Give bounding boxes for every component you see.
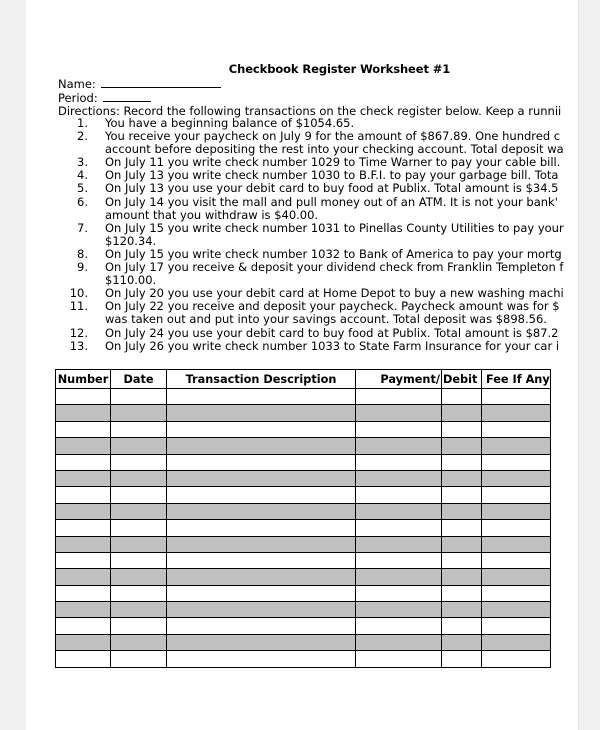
- table-cell-number[interactable]: [56, 552, 111, 568]
- table-cell-number[interactable]: [56, 405, 111, 421]
- table-cell-fee[interactable]: [482, 536, 551, 552]
- list-item: [58, 222, 579, 235]
- table-cell-fee[interactable]: [482, 585, 551, 601]
- table-cell-number[interactable]: [56, 487, 111, 503]
- table-cell-number[interactable]: [56, 389, 111, 405]
- list-item-text: You have a beginning balance of $1054.65.: [105, 116, 355, 130]
- table-cell-debit[interactable]: [442, 421, 482, 437]
- table-cell-date[interactable]: [111, 634, 167, 650]
- table-cell-number[interactable]: [56, 602, 111, 618]
- table-cell-debit[interactable]: [442, 405, 482, 421]
- table-cell-date[interactable]: [111, 602, 167, 618]
- list-item: [58, 327, 579, 340]
- table-cell-desc[interactable]: [167, 552, 356, 568]
- table-cell-fee[interactable]: [482, 569, 551, 585]
- list-item-number: 6.: [77, 194, 88, 209]
- table-cell-number[interactable]: [56, 634, 111, 650]
- list-item-number: 7.: [77, 220, 88, 235]
- list-item-number: 2.: [77, 129, 88, 144]
- table-cell-pay[interactable]: [356, 438, 442, 454]
- table-cell-desc[interactable]: [167, 651, 356, 667]
- table-cell-desc[interactable]: [167, 389, 356, 405]
- table-cell-fee[interactable]: [482, 470, 551, 486]
- table-row[interactable]: [56, 503, 551, 519]
- table-cell-date[interactable]: [111, 438, 167, 454]
- table-row[interactable]: [56, 389, 551, 405]
- list-item-continuation-text: was taken out and put into your savings account. Total deposit was $898.56.: [105, 312, 547, 327]
- period-input-rule[interactable]: [103, 90, 151, 102]
- table-cell-pay[interactable]: [356, 487, 442, 503]
- table-cell-desc[interactable]: [167, 438, 356, 454]
- table-row[interactable]: [56, 470, 551, 486]
- table-cell-number[interactable]: [56, 438, 111, 454]
- table-cell-debit[interactable]: [442, 470, 482, 486]
- list-item-number: 9.: [77, 260, 88, 275]
- register-header: [56, 370, 551, 389]
- list-item-text: You receive your paycheck on July 9 for the amount of $867.89. One hundred c: [105, 129, 561, 144]
- table-row[interactable]: [56, 634, 551, 650]
- table-cell-desc[interactable]: [167, 421, 356, 437]
- list-item-number: 13.: [69, 338, 88, 353]
- table-cell-desc[interactable]: [167, 585, 356, 601]
- table-cell-number[interactable]: [56, 454, 111, 470]
- table-cell-date[interactable]: [111, 520, 167, 536]
- table-cell-desc[interactable]: [167, 569, 356, 585]
- name-field-row: [58, 76, 221, 91]
- register-body: [56, 389, 551, 668]
- table-row[interactable]: [56, 438, 551, 454]
- table-cell-fee[interactable]: [482, 651, 551, 667]
- table-cell-desc[interactable]: [167, 487, 356, 503]
- table-cell-number[interactable]: [56, 536, 111, 552]
- period-label: Period:: [58, 91, 98, 105]
- list-item-number: 1.: [77, 116, 88, 130]
- table-cell-debit[interactable]: [442, 503, 482, 519]
- table-cell-debit[interactable]: [442, 536, 482, 552]
- table-cell-debit[interactable]: [442, 634, 482, 650]
- list-item-number: 12.: [69, 325, 88, 340]
- table-cell-number[interactable]: [56, 503, 111, 519]
- column-header-fee-if-any: Fee If Any: [482, 370, 551, 389]
- table-cell-desc[interactable]: [167, 454, 356, 470]
- table-cell-pay[interactable]: [356, 405, 442, 421]
- table-row[interactable]: [56, 651, 551, 667]
- table-row[interactable]: [56, 454, 551, 470]
- list-item-text: On July 24 you use your debit card to buy food at Publix. Total amount is $87.2: [105, 325, 559, 340]
- period-field-row: [58, 90, 151, 105]
- table-cell-desc[interactable]: [167, 405, 356, 421]
- table-cell-fee[interactable]: [482, 634, 551, 650]
- table-cell-date[interactable]: [111, 405, 167, 421]
- table-cell-desc[interactable]: [167, 618, 356, 634]
- table-cell-date[interactable]: [111, 552, 167, 568]
- table-cell-date[interactable]: [111, 389, 167, 405]
- table-cell-desc[interactable]: [167, 634, 356, 650]
- table-cell-fee[interactable]: [482, 552, 551, 568]
- column-header-payment: Payment/: [356, 370, 442, 389]
- table-cell-date[interactable]: [111, 536, 167, 552]
- list-item-continuation: [58, 235, 579, 248]
- list-item-number: 4.: [77, 168, 88, 183]
- table-cell-debit[interactable]: [442, 618, 482, 634]
- table-cell-pay[interactable]: [356, 389, 442, 405]
- table-cell-fee[interactable]: [482, 438, 551, 454]
- list-item-text: On July 22 you receive and deposit your paycheck. Paycheck amount was for $: [105, 299, 560, 314]
- name-label: Name:: [58, 77, 96, 91]
- table-cell-fee[interactable]: [482, 405, 551, 421]
- table-cell-number[interactable]: [56, 651, 111, 667]
- table-cell-debit[interactable]: [442, 569, 482, 585]
- table-cell-date[interactable]: [111, 454, 167, 470]
- table-cell-number[interactable]: [56, 421, 111, 437]
- table-cell-pay[interactable]: [356, 536, 442, 552]
- check-register-table: [55, 369, 551, 668]
- table-row[interactable]: [56, 602, 551, 618]
- table-cell-date[interactable]: [111, 569, 167, 585]
- list-item-continuation-text: $120.34.: [105, 233, 157, 248]
- list-item-continuation-text: amount that you withdraw is $40.00.: [105, 207, 319, 222]
- table-cell-debit[interactable]: [442, 602, 482, 618]
- directions-text: Directions: Record the following transactions on the check register below. Keep a runnii: [58, 104, 562, 118]
- table-cell-debit[interactable]: [442, 651, 482, 667]
- list-item-text: On July 15 you write check number 1032 to Bank of America to pay your mortg: [105, 246, 562, 261]
- list-item-text: On July 17 you receive & deposit your dividend check from Franklin Templeton f: [105, 260, 564, 275]
- list-item: [58, 182, 579, 195]
- table-cell-pay[interactable]: [356, 503, 442, 519]
- list-item-text: On July 13 you write check number 1030 to B.F.I. to pay your garbage bill. Tota: [105, 168, 559, 183]
- table-cell-number[interactable]: [56, 585, 111, 601]
- column-header-transaction-description: Transaction Description: [167, 370, 356, 389]
- table-cell-fee[interactable]: [482, 503, 551, 519]
- table-cell-pay[interactable]: [356, 634, 442, 650]
- list-item-text: On July 13 you use your debit card to buy food at Publix. Total amount is $34.5: [105, 181, 559, 196]
- table-row[interactable]: [56, 552, 551, 568]
- list-item-continuation-text: $110.00.: [105, 273, 157, 288]
- table-cell-desc[interactable]: [167, 602, 356, 618]
- table-cell-date[interactable]: [111, 470, 167, 486]
- table-cell-desc[interactable]: [167, 520, 356, 536]
- table-cell-fee[interactable]: [482, 421, 551, 437]
- register-header-row: [56, 370, 551, 389]
- list-item-text: On July 26 you write check number 1033 to State Farm Insurance for your car i: [105, 338, 560, 353]
- table-cell-fee[interactable]: [482, 454, 551, 470]
- column-header-date: Date: [111, 370, 167, 389]
- table-cell-pay[interactable]: [356, 470, 442, 486]
- table-cell-debit[interactable]: [442, 438, 482, 454]
- table-cell-desc[interactable]: [167, 470, 356, 486]
- table-row[interactable]: [56, 421, 551, 437]
- list-item-number: 11.: [69, 299, 88, 314]
- page-title: Checkbook Register Worksheet #1: [228, 62, 451, 76]
- list-item-text: On July 20 you use your debit card at Home Depot to buy a new washing machi: [105, 286, 564, 301]
- list-item-number: 8.: [77, 246, 88, 261]
- table-cell-pay[interactable]: [356, 520, 442, 536]
- table-row[interactable]: [56, 536, 551, 552]
- list-item-number: 5.: [77, 181, 88, 196]
- list-item-number: 3.: [77, 155, 88, 170]
- table-row[interactable]: [56, 585, 551, 601]
- table-cell-pay[interactable]: [356, 585, 442, 601]
- table-cell-fee[interactable]: [482, 618, 551, 634]
- list-item: [58, 196, 579, 209]
- list-item-text: On July 14 you visit the mall and pull money out of an ATM. It is not your bank': [105, 194, 558, 209]
- table-cell-desc[interactable]: [167, 503, 356, 519]
- table-cell-pay[interactable]: [356, 421, 442, 437]
- table-row[interactable]: [56, 520, 551, 536]
- table-cell-number[interactable]: [56, 569, 111, 585]
- table-cell-date[interactable]: [111, 585, 167, 601]
- table-cell-fee[interactable]: [482, 487, 551, 503]
- worksheet-page: [26, 0, 579, 730]
- list-item-text: On July 11 you write check number 1029 to Time Warner to pay your cable bill.: [105, 155, 561, 170]
- list-item-continuation: [58, 313, 579, 326]
- table-cell-date[interactable]: [111, 651, 167, 667]
- list-item-continuation: [58, 209, 579, 222]
- table-cell-fee[interactable]: [482, 389, 551, 405]
- table-cell-debit[interactable]: [442, 520, 482, 536]
- list-item-number: 10.: [69, 286, 88, 301]
- table-cell-pay[interactable]: [356, 618, 442, 634]
- table-cell-pay[interactable]: [356, 454, 442, 470]
- table-cell-number[interactable]: [56, 618, 111, 634]
- table-cell-debit[interactable]: [442, 454, 482, 470]
- table-cell-number[interactable]: [56, 470, 111, 486]
- table-cell-pay[interactable]: [356, 569, 442, 585]
- table-cell-number[interactable]: [56, 520, 111, 536]
- table-row[interactable]: [56, 405, 551, 421]
- table-cell-date[interactable]: [111, 503, 167, 519]
- table-cell-pay[interactable]: [356, 651, 442, 667]
- column-header-debit: Debit: [442, 370, 482, 389]
- list-item-text: On July 15 you write check number 1031 to Pinellas County Utilities to pay your: [105, 220, 564, 235]
- table-cell-date[interactable]: [111, 421, 167, 437]
- list-item: [58, 340, 579, 353]
- table-row[interactable]: [56, 618, 551, 634]
- table-cell-debit[interactable]: [442, 389, 482, 405]
- table-cell-debit[interactable]: [442, 487, 482, 503]
- list-item-continuation-text: account before depositing the rest into your checking account. Total deposit wa: [105, 142, 564, 157]
- table-cell-date[interactable]: [111, 487, 167, 503]
- table-cell-fee[interactable]: [482, 602, 551, 618]
- table-cell-pay[interactable]: [356, 552, 442, 568]
- column-header-number: Number: [56, 370, 111, 389]
- table-cell-debit[interactable]: [442, 585, 482, 601]
- table-row[interactable]: [56, 487, 551, 503]
- table-cell-desc[interactable]: [167, 536, 356, 552]
- table-cell-pay[interactable]: [356, 602, 442, 618]
- table-cell-fee[interactable]: [482, 520, 551, 536]
- instruction-list: [58, 117, 579, 353]
- table-cell-date[interactable]: [111, 618, 167, 634]
- table-cell-debit[interactable]: [442, 552, 482, 568]
- table-row[interactable]: [56, 569, 551, 585]
- name-input-rule[interactable]: [101, 76, 221, 88]
